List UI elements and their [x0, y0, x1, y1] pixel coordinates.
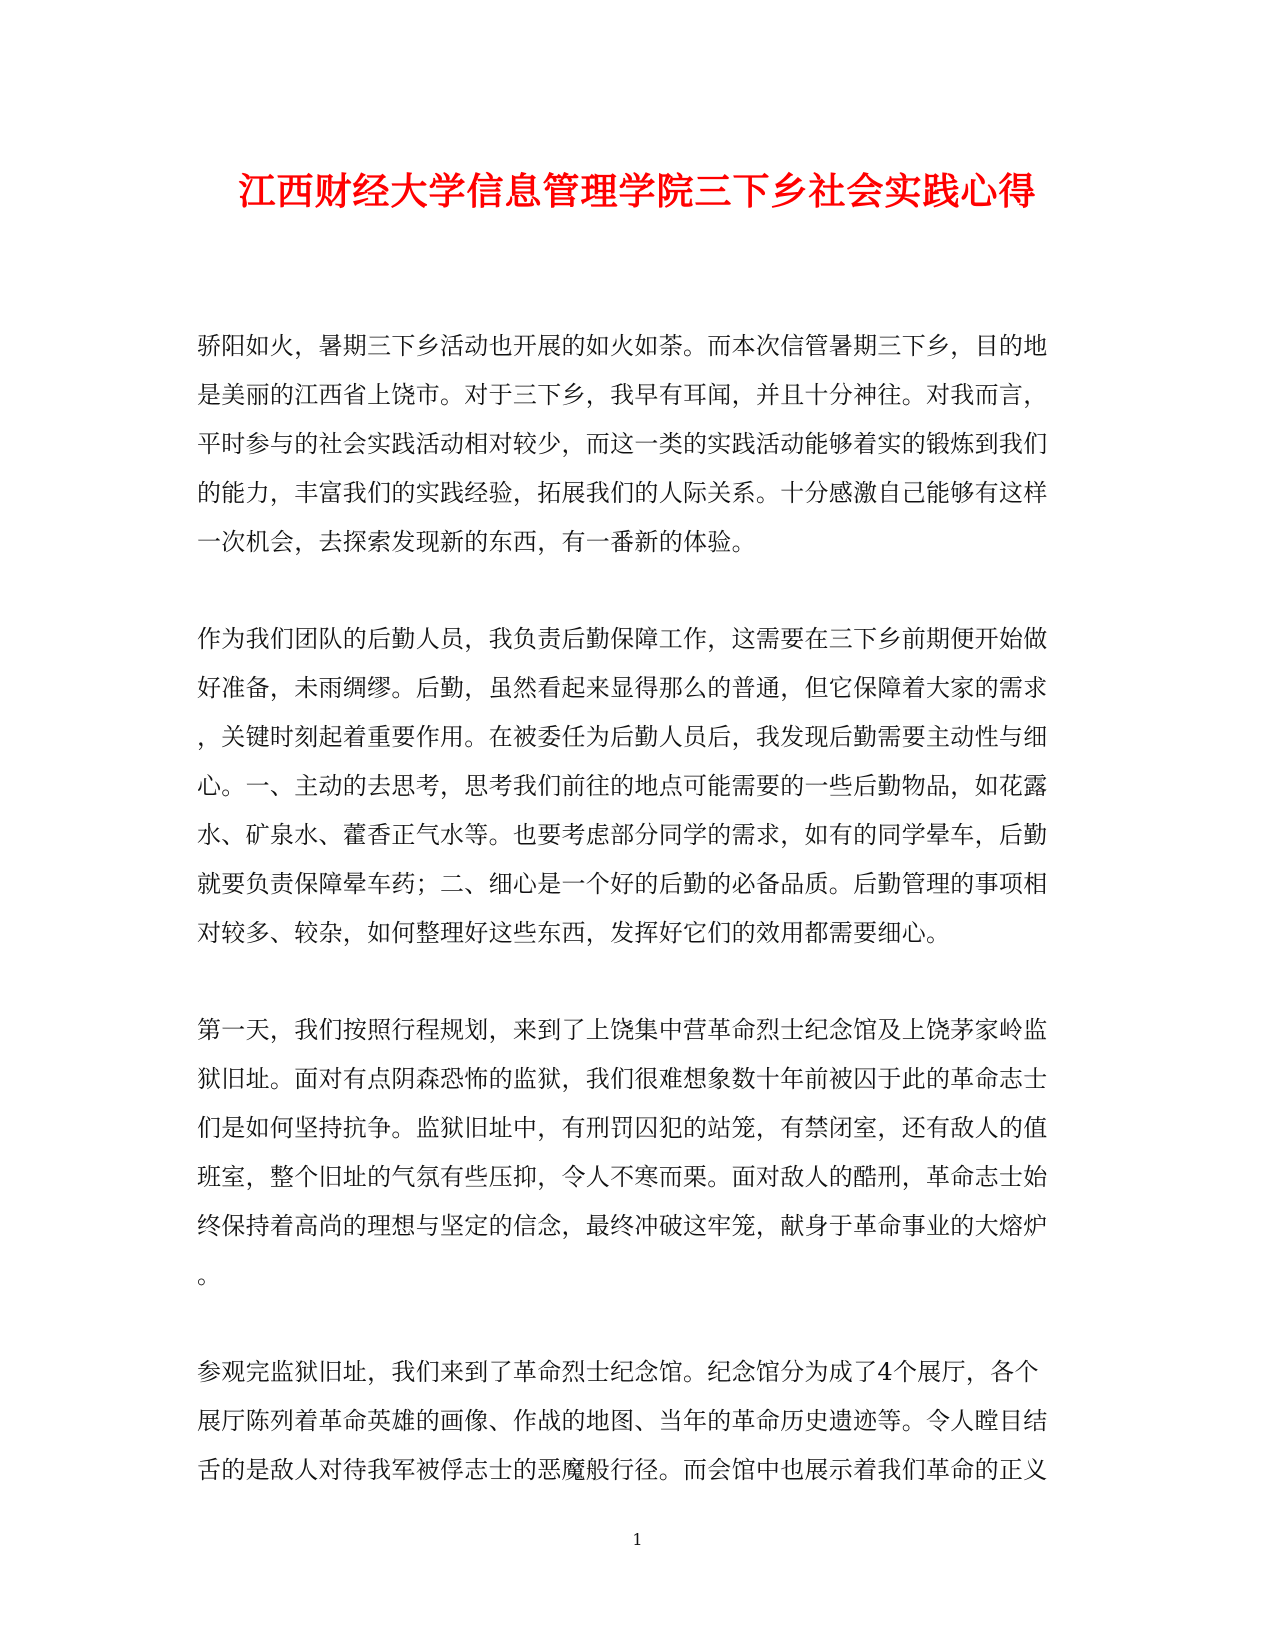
paragraph-line: 舌的是敌人对待我军被俘志士的恶魔般行径。而会馆中也展示着我们革命的正义	[197, 1456, 1048, 1484]
paragraph-line: 好准备，未雨绸缪。后勤，虽然看起来显得那么的普通，但它保障着大家的需求	[197, 674, 1048, 702]
paragraph-line: 骄阳如火，暑期三下乡活动也开展的如火如荼。而本次信管暑期三下乡，目的地	[197, 332, 1048, 360]
paragraph-spacer	[197, 567, 1077, 615]
paragraph-4	[197, 1348, 1077, 1495]
paragraph-line: 水、矿泉水、藿香正气水等。也要考虑部分同学的需求，如有的同学晕车，后勤	[197, 821, 1048, 849]
paragraph-line: 狱旧址。面对有点阴森恐怖的监狱，我们很难想象数十年前被囚于此的革命志士	[197, 1065, 1048, 1093]
paragraph-line: 终保持着高尚的理想与坚定的信念，最终冲破这牢笼，献身于革命事业的大熔炉	[197, 1212, 1048, 1240]
paragraph-line: 就要负责保障晕车药；二、细心是一个好的后勤的必备品质。后勤管理的事项相	[197, 870, 1048, 898]
paragraph-line: 展厅陈列着革命英雄的画像、作战的地图、当年的革命历史遗迹等。令人瞠目结	[197, 1407, 1048, 1435]
paragraph-1	[197, 322, 1077, 567]
document-title: 江西财经大学信息管理学院三下乡社会实践心得	[238, 169, 1037, 213]
paragraph-line: 作为我们团队的后勤人员，我负责后勤保障工作，这需要在三下乡前期便开始做	[197, 625, 1048, 653]
paragraph-line: 参观完监狱旧址，我们来到了革命烈士纪念馆。纪念馆分为成了4个展厅，各个	[197, 1358, 1039, 1386]
paragraph-line: 。	[197, 1261, 222, 1289]
paragraph-line: 第一天，我们按照行程规划，来到了上饶集中营革命烈士纪念馆及上饶茅家岭监	[197, 1016, 1048, 1044]
document-body	[197, 322, 1077, 1495]
paragraph-spacer	[197, 1300, 1077, 1348]
paragraph-line: 心。一、主动的去思考，思考我们前往的地点可能需要的一些后勤物品，如花露	[197, 772, 1048, 800]
paragraph-line: 班室，整个旧址的气氛有些压抑，令人不寒而栗。面对敌人的酷刑，革命志士始	[197, 1163, 1048, 1191]
paragraph-line: 平时参与的社会实践活动相对较少，而这一类的实践活动能够着实的锻炼到我们	[197, 430, 1048, 458]
paragraph-3	[197, 1006, 1077, 1300]
paragraph-line: 的能力，丰富我们的实践经验，拓展我们的人际关系。十分感激自己能够有这样	[197, 479, 1048, 507]
paragraph-line: 们是如何坚持抗争。监狱旧址中，有刑罚囚犯的站笼，有禁闭室，还有敌人的值	[197, 1114, 1048, 1142]
paragraph-line: ，关键时刻起着重要作用。在被委任为后勤人员后，我发现后勤需要主动性与细	[197, 723, 1048, 751]
paragraph-line: 对较多、较杂，如何整理好这些东西，发挥好它们的效用都需要细心。	[197, 919, 951, 947]
page-number: 1	[632, 1530, 643, 1549]
paragraph-spacer	[197, 958, 1077, 1006]
paragraph-line: 一次机会，去探索发现新的东西，有一番新的体验。	[197, 528, 756, 556]
paragraph-line: 是美丽的江西省上饶市。对于三下乡，我早有耳闻，并且十分神往。对我而言，	[197, 381, 1048, 409]
paragraph-2	[197, 615, 1077, 958]
